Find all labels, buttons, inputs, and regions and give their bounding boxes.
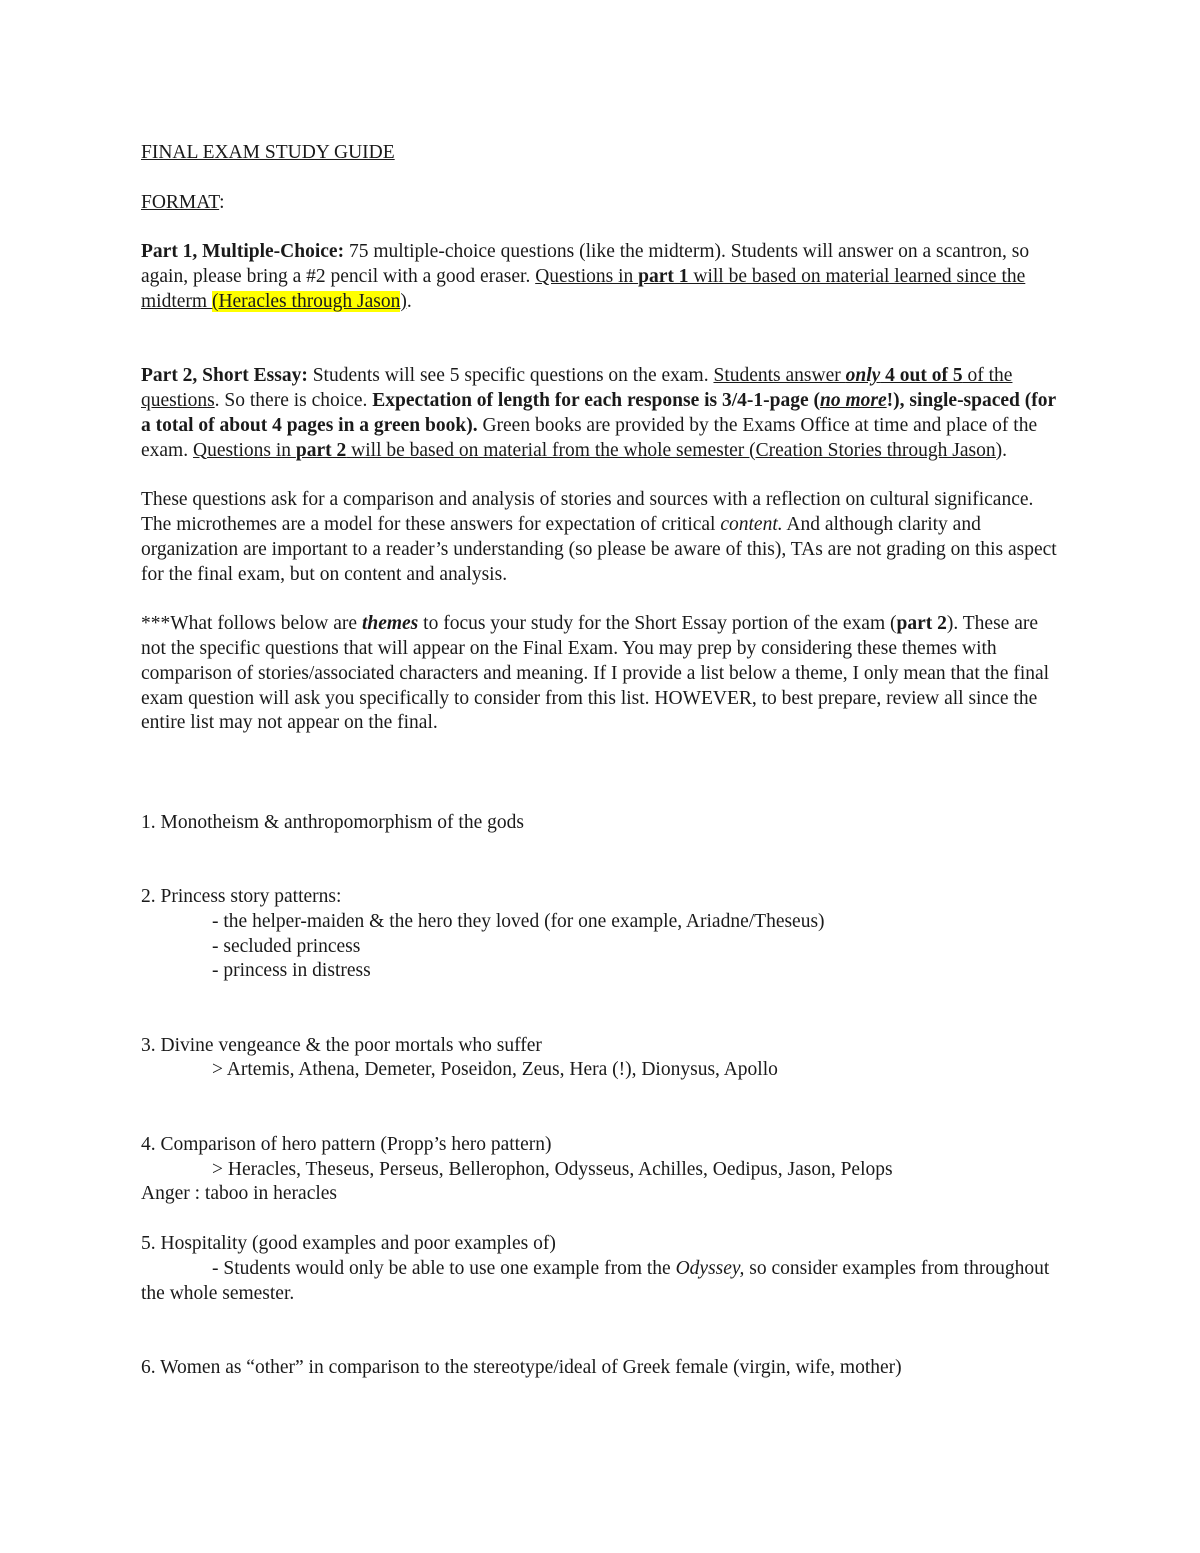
theme-item-5-sub-a: - Students would only be able to use one example from the — [212, 1257, 676, 1279]
theme-item-5-sub-b: so consider examples from throughout the whole semester. — [141, 1257, 1050, 1304]
part1-text: 75 multiple-choice questions (like the midterm). Students will answer on a scantron, so again, please bring a #2 pencil with a good eraser. — [141, 241, 1030, 287]
theme-item-2-sub: - princess in distress — [212, 960, 371, 982]
themes-intro-c: ). These are not the specific questions that will appear on the Final Exam. You may prep by considering these themes with comparison of stories/associated characters and meaning. If I provide a list below a theme, I only mean that the final exam question will ask you specifically to consider from this list. HOWEVER, to best prepare, review all since the entire list may not appear on the final. — [141, 613, 1050, 734]
theme-item-1: 1. Monotheism & anthropomorphism of the gods — [141, 811, 524, 833]
part2-underlined-scope — [193, 440, 1002, 461]
theme-item-3-sub: > Artemis, Athena, Demeter, Poseidon, Zeus, Hera (!), Dionysus, Apollo — [212, 1059, 778, 1081]
spacer — [141, 736, 1061, 810]
theme-item-5-title: 5. Hospitality (good examples and poor examples of) — [141, 1233, 556, 1255]
part1-close-paren: ) — [400, 290, 407, 312]
study-guide-page — [141, 141, 1061, 1381]
spacer — [141, 1306, 1061, 1356]
part2-length-b: !), single-spaced (for a total of about 4 pages in a green book). — [141, 389, 1056, 436]
themes-word: themes — [361, 613, 419, 635]
spacer — [141, 587, 1061, 612]
spacer — [141, 984, 1061, 1034]
theme-item-2-title: 2. Princess story patterns: — [141, 885, 342, 907]
part1-underlined-b: will be based on material learned since the midterm — [141, 265, 1026, 312]
part2-u-d: Questions in — [192, 439, 296, 461]
theme-item-6: 6. Women as “other” in comparison to the stereotype/ideal of Greek female (virgin, wife, mother) — [141, 1357, 902, 1379]
spacer — [141, 166, 1061, 191]
analysis-text-b: And although clarity and organization are important to a reader’s understanding (so please be aware of this), TAs are not grading on this aspect for the final exam, but on content and analysis. — [141, 513, 1057, 585]
theme-item-5-sub — [141, 1257, 1061, 1307]
spacer — [141, 215, 1061, 240]
format-label: FORMAT — [141, 191, 220, 213]
document-title-text: FINAL EXAM STUDY GUIDE — [141, 142, 395, 163]
part2-paragraph — [141, 364, 1061, 463]
spacer — [141, 463, 1061, 488]
part2-end: . — [1002, 439, 1007, 461]
part2-four-of-five: 4 out of 5 — [880, 365, 963, 387]
part1-bold-ref: part 1 — [638, 265, 689, 287]
part2-no-more: no more — [820, 389, 887, 411]
theme-item-4-note: Anger : taboo in heracles — [141, 1183, 338, 1205]
part2-bold-ref: part 2 — [295, 439, 347, 461]
part1-end: . — [406, 290, 412, 312]
theme-item-3-title: 3. Divine vengeance & the poor mortals who suffer — [141, 1034, 542, 1056]
spacer — [141, 1207, 1061, 1232]
spacer — [141, 1083, 1061, 1133]
theme-item-2-sub: - secluded princess — [212, 935, 361, 957]
theme-item-2-sub: - the helper-maiden & the hero they loved (for one example, Ariadne/Theseus) — [212, 910, 825, 932]
format-colon: : — [219, 191, 225, 213]
themes-intro-paragraph — [141, 612, 1061, 736]
analysis-text-a: These questions ask for a comparison and analysis of stories and sources with a reflection on cultural significance. The microthemes are a model for these answers for expectation of critical — [141, 489, 1034, 535]
part2-length-a: Expectation of length for each response is 3/4-1-page ( — [372, 389, 821, 411]
themes-part2-ref: part 2 — [896, 613, 947, 635]
part2-only: only — [845, 365, 881, 387]
part1-highlight: (Heracles through Jason — [211, 290, 401, 312]
part1-heading: Part 1, Multiple-Choice: — [141, 241, 345, 263]
format-heading — [141, 191, 1061, 216]
document-title — [141, 141, 1061, 166]
part2-text-b: . So there is choice. — [214, 389, 373, 411]
spacer — [141, 315, 1061, 365]
part2-u-c: of the questions — [141, 365, 1013, 411]
spacer — [141, 835, 1061, 885]
theme-item-5-odyssey: Odyssey, — [675, 1257, 745, 1279]
part1-underlined-a: Questions in — [535, 265, 639, 287]
part2-heading: Part 2, Short Essay: — [141, 365, 308, 387]
themes-intro-a: ***What follows below are — [141, 613, 362, 635]
part2-text-a: Students will see 5 specific questions on the exam. — [307, 365, 714, 387]
part1-paragraph — [141, 240, 1061, 314]
themes-intro-b: to focus your study for the Short Essay portion of the exam ( — [418, 613, 897, 635]
part2-text-c: Green books are provided by the Exams Office at time and place of the exam. — [141, 414, 1038, 461]
part2-u-e: will be based on material from the whole semester (Creation Stories through Jason) — [346, 439, 1003, 461]
part2-u-a: Students answer — [713, 365, 846, 387]
analysis-paragraph — [141, 488, 1061, 587]
analysis-italic: content. — [720, 513, 783, 535]
theme-item-4-sub: > Heracles, Theseus, Perseus, Bellerophon, Odysseus, Achilles, Oedipus, Jason, Pelops — [212, 1158, 893, 1180]
theme-item-4-title: 4. Comparison of hero pattern (Propp’s hero pattern) — [141, 1133, 552, 1155]
